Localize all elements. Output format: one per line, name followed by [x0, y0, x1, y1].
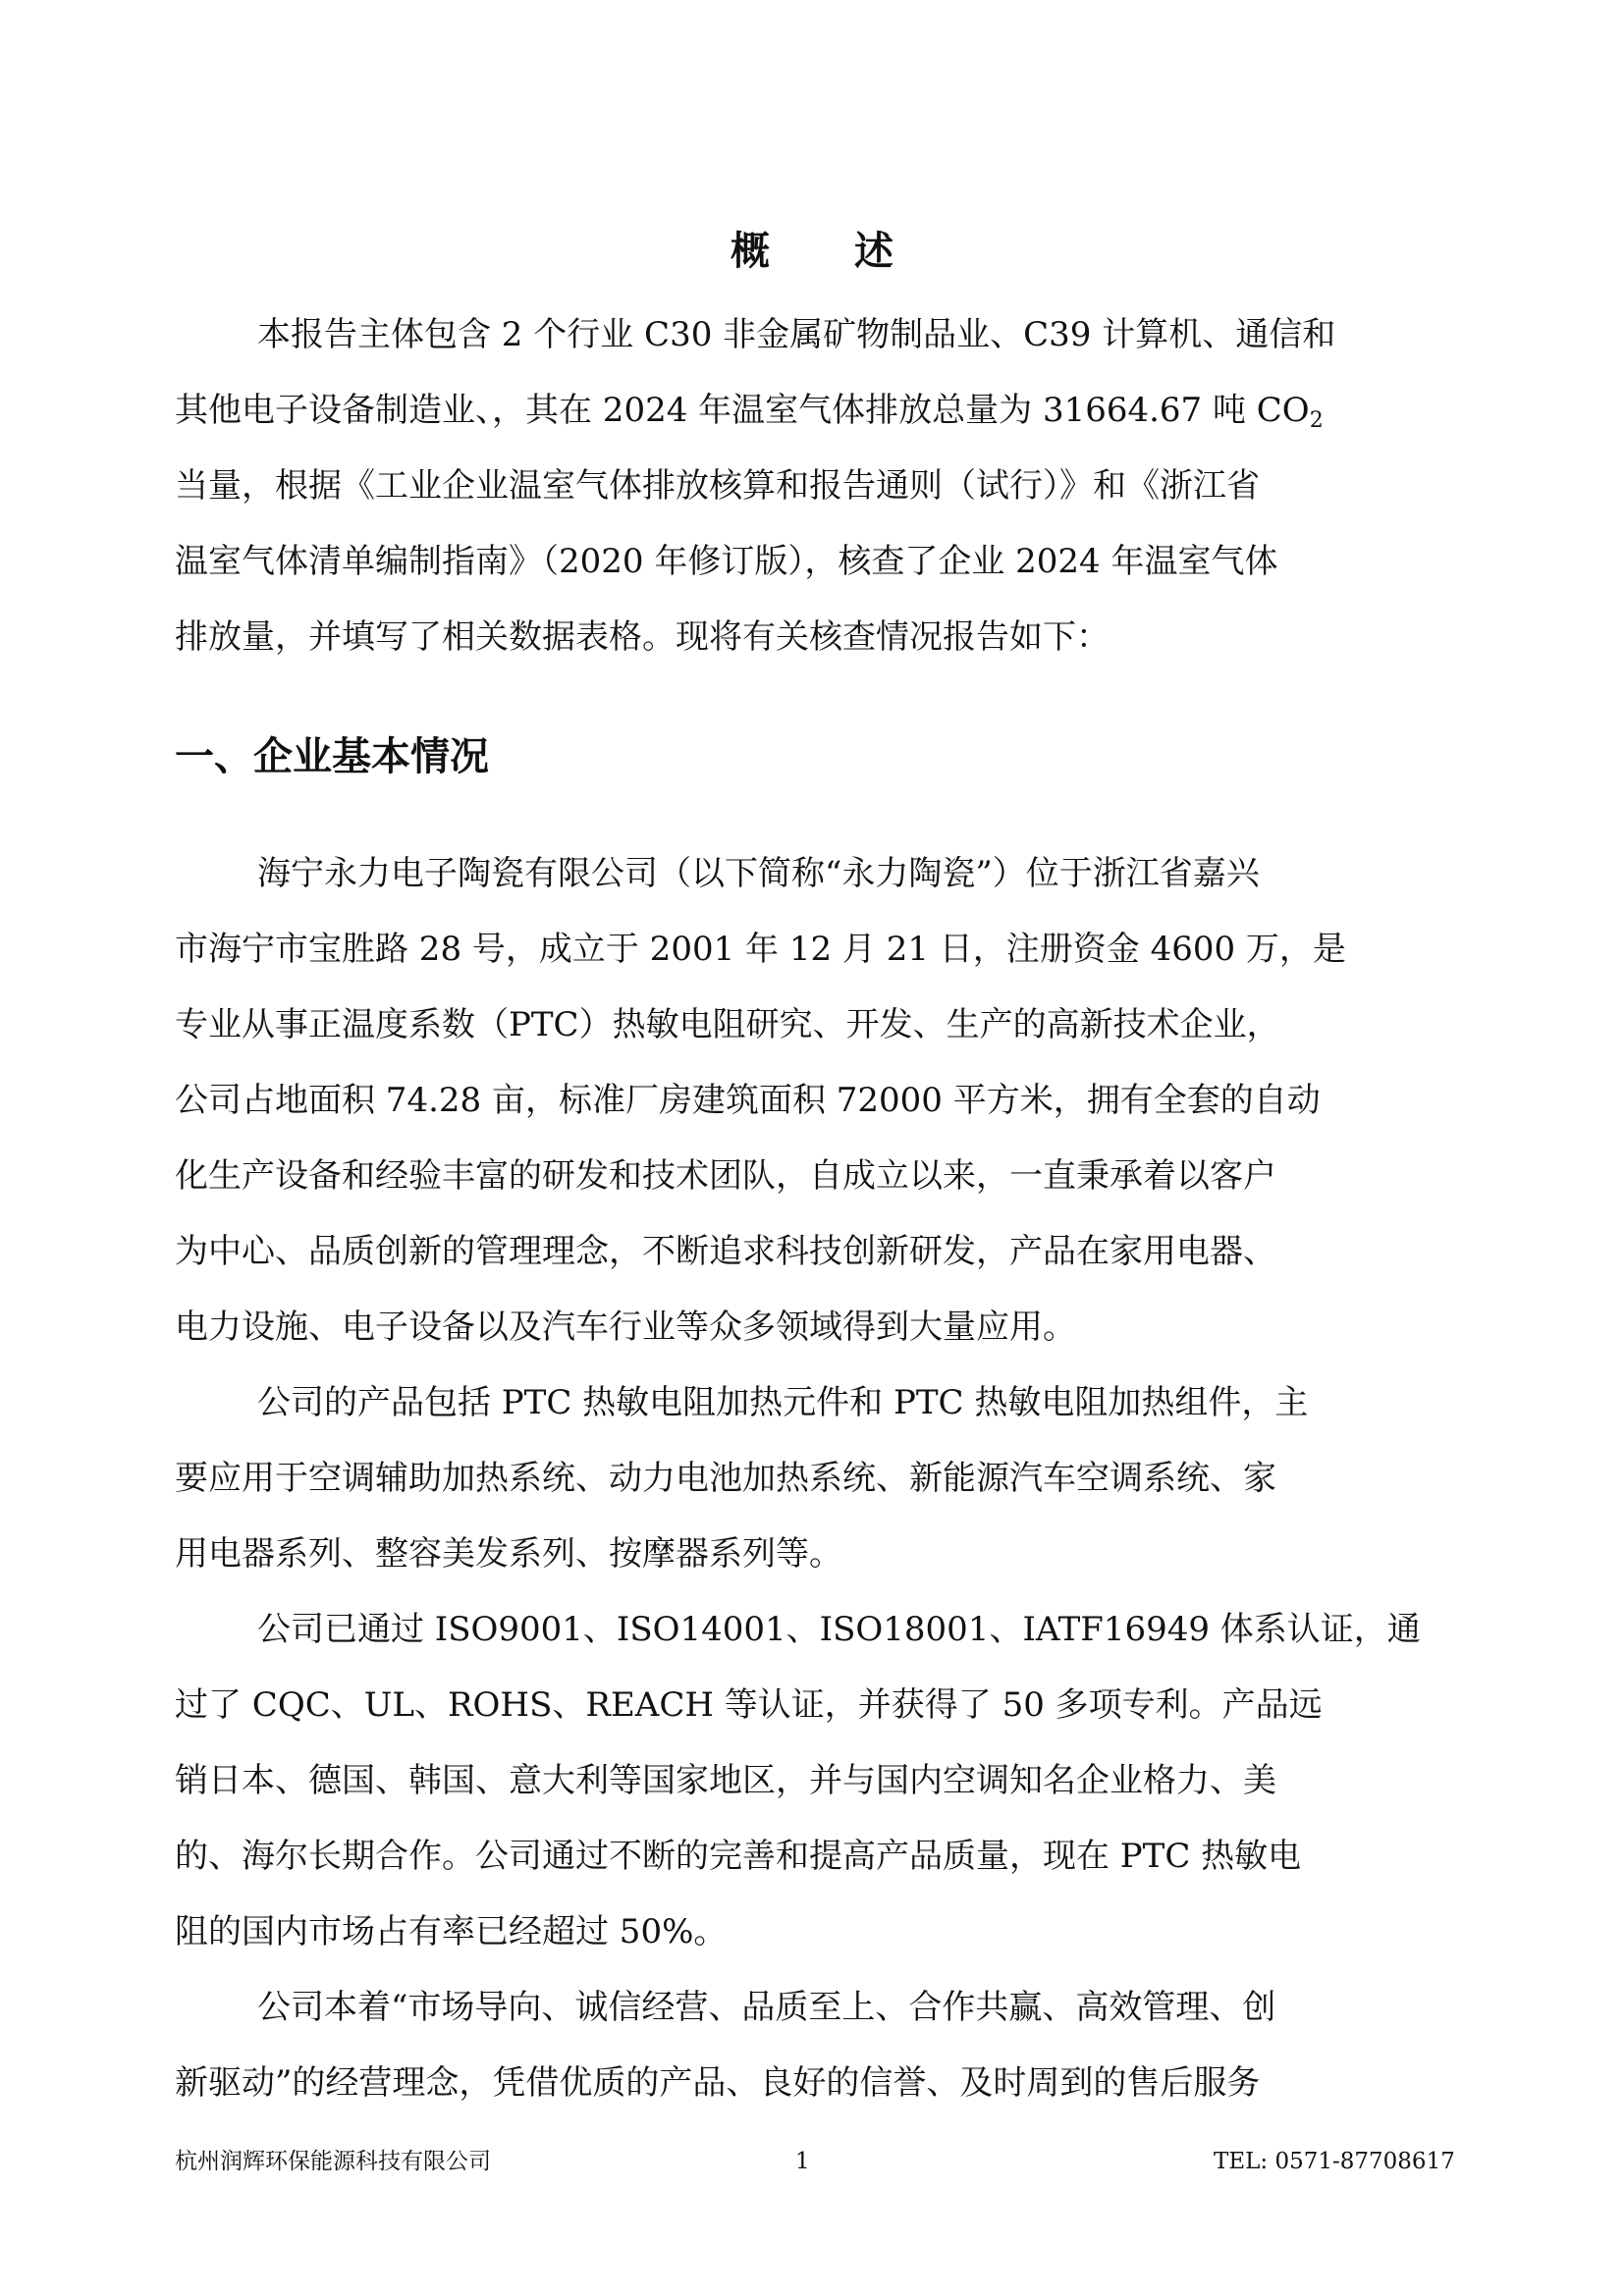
- footer-tel: TEL: 0571-87708617: [1214, 2149, 1455, 2174]
- intro-line-2-text: 其他电子设备制造业、，其在 2024 年温室气体排放总量为 31664.67 吨 CO: [175, 391, 1310, 430]
- p2-line-3: 用电器系列、整容美发系列、按摩器系列等。: [175, 1534, 842, 1574]
- p4-line-1: 公司本着“市场导向、诚信经营、品质至上、合作共赢、高效管理、创: [257, 1988, 1276, 2027]
- intro-line-3: 当量，根据《工业企业温室气体排放核算和报告通则（试行）》和《浙江省: [175, 466, 1260, 506]
- p3-line-5: 阻的国内市场占有率已经超过 50%。: [175, 1912, 728, 1951]
- page-title: 概 述: [731, 229, 929, 274]
- p3-line-1: 公司已通过 ISO9001、ISO14001、ISO18001、IATF16949 体系认证，通: [257, 1610, 1421, 1649]
- footer-company: 杭州润辉环保能源科技有限公司: [175, 2149, 491, 2174]
- p1-line-5: 化生产设备和经验丰富的研发和技术团队，自成立以来，一直秉承着以客户: [175, 1156, 1276, 1196]
- p2-line-1: 公司的产品包括 PTC 热敏电阻加热元件和 PTC 热敏电阻加热组件，主: [257, 1383, 1309, 1422]
- p3-line-4: 的、海尔长期合作。公司通过不断的完善和提高产品质量，现在 PTC 热敏电: [175, 1837, 1302, 1876]
- intro-line-5: 排放量，并填写了相关数据表格。现将有关核查情况报告如下：: [175, 617, 1110, 657]
- p2-line-2: 要应用于空调辅助加热系统、动力电池加热系统、新能源汽车空调系统、家: [175, 1459, 1276, 1498]
- p1-line-6: 为中心、品质创新的管理理念，不断追求科技创新研发，产品在家用电器、: [175, 1232, 1276, 1271]
- intro-line-4: 温室气体清单编制指南》（2020 年修订版），核查了企业 2024 年温室气体: [175, 542, 1278, 581]
- p3-line-3: 销日本、德国、韩国、意大利等国家地区，并与国内空调知名企业格力、美: [175, 1761, 1276, 1800]
- p4-line-2: 新驱动”的经营理念，凭借优质的产品、良好的信誉、及时周到的售后服务: [175, 2063, 1261, 2103]
- p1-line-1: 海宁永力电子陶瓷有限公司（以下简称“永力陶瓷”）位于浙江省嘉兴: [257, 854, 1260, 893]
- p1-line-2: 市海宁市宝胜路 28 号，成立于 2001 年 12 月 21 日，注册资金 4600 万，是: [175, 930, 1346, 969]
- p1-line-7: 电力设施、电子设备以及汽车行业等众多领域得到大量应用。: [175, 1308, 1076, 1347]
- p1-line-4: 公司占地面积 74.28 亩，标准厂房建筑面积 72000 平方米，拥有全套的自动: [175, 1081, 1321, 1120]
- section-heading: 一、企业基本情况: [175, 734, 489, 779]
- p3-line-2: 过了 CQC、UL、ROHS、REACH 等认证，并获得了 50 多项专利。产品远: [175, 1685, 1323, 1725]
- intro-line-2: [175, 388, 1324, 433]
- p1-line-3: 专业从事正温度系数（PTC）热敏电阻研究、开发、生产的高新技术企业，: [175, 1005, 1280, 1044]
- page-number: 1: [795, 2149, 810, 2174]
- co2-subscript: 2: [1309, 408, 1324, 433]
- intro-line-1: 本报告主体包含 2 个行业 C30 非金属矿物制品业、C39 计算机、通信和: [257, 315, 1336, 354]
